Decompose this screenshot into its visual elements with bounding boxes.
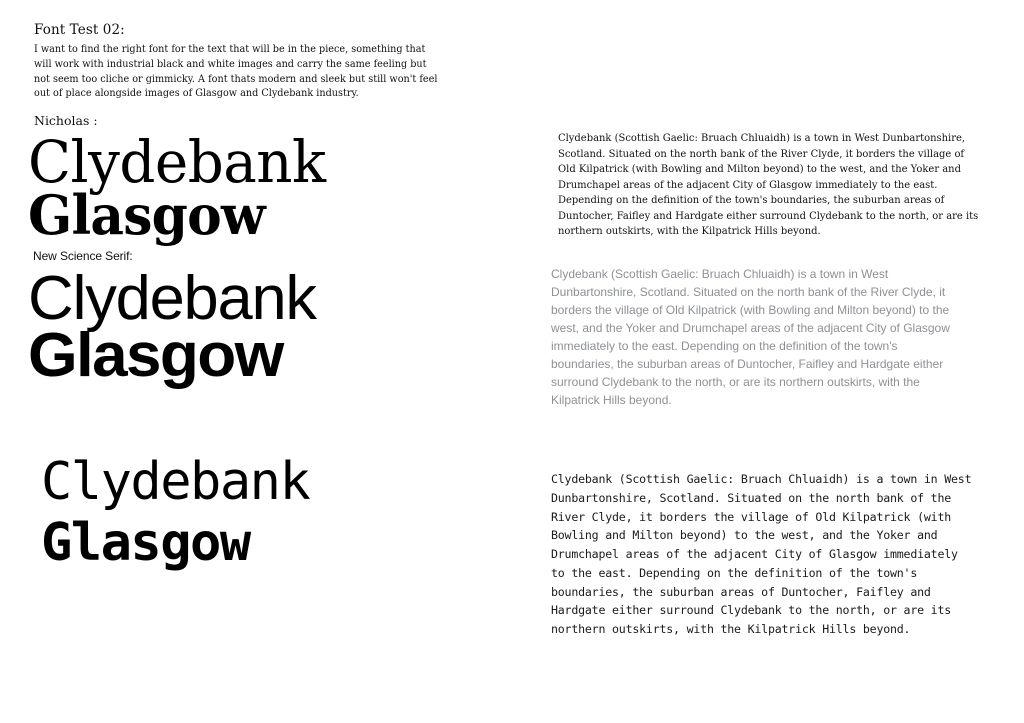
specimen-label-2: New Science Serif:	[33, 249, 133, 263]
specimen-word-bold-1: Glasgow	[28, 183, 265, 247]
sample-paragraph-serif: Clydebank (Scottish Gaelic: Bruach Chluaidh) is a town in West Dunbartonshire, Scotland. Situated on the north bank of the River Clyde, it borders the village of Old Kilpatrick (with Bowling and Milton beyond) to the west, and the Yoker and Drumchapel areas of the adjacent City of Glasgow immediately to the east. Depending on the definition of the town's boundaries, the suburban areas of Duntocher, Faifley and Hardgate either surround Clydebank to the north, or are its northern outskirts, with the Kilpatrick Hills beyond.	[558, 132, 979, 238]
intro-paragraph: I want to find the right font for the text that will be in the piece, something that will work with industrial black and white images and carry the same feeling but not seem too cliche or gimmicky. A font thats modern and sleek but still won't feel out of place alongside images of Glasgow and Clydebank industry.	[34, 43, 438, 100]
specimen-word-bold-3: Glasgow	[41, 513, 250, 573]
page-title: Font Test 02:	[34, 22, 125, 38]
specimen-word-regular-2: Clydebank	[28, 264, 316, 333]
specimen-word-regular-3: Clydebank	[41, 452, 310, 512]
specimen-word-bold-2: Glasgow	[28, 321, 283, 390]
header-block	[34, 22, 474, 101]
sample-paragraph-mono: Clydebank (Scottish Gaelic: Bruach Chluaidh) is a town in West Dunbartonshire, Scotland. Situated on the north bank of the River Clyde, it borders the village of Old Kilpatrick (with Bowling and Milton beyond) to the west, and the Yoker and Drumchapel areas of the adjacent City of Glasgow immediately to the east. Depending on the definition of the town's boundaries, the suburban areas of Duntocher, Faifley and Hardgate either surround Clydebank to the north, or are its northern outskirts, with the Kilpatrick Hills beyond.	[551, 472, 972, 637]
specimen-word-regular-1: Clydebank	[28, 128, 326, 196]
specimen-label-1: Nicholas :	[34, 113, 98, 128]
sample-paragraph-grotesque: Clydebank (Scottish Gaelic: Bruach Chluaidh) is a town in West Dunbartonshire, Scotland. Situated on the north bank of the River Clyde, it borders the village of Old Kilpatrick (with Bowling and Milton beyond) to the west, and the Yoker and Drumchapel areas of the adjacent City of Glasgow immediately to the east. Depending on the definition of the town's boundaries, the suburban areas of Duntocher, Faifley and Hardgate either surround Clydebank to the north, or are its northern outskirts, with the Kilpatrick Hills beyond.	[551, 267, 950, 407]
